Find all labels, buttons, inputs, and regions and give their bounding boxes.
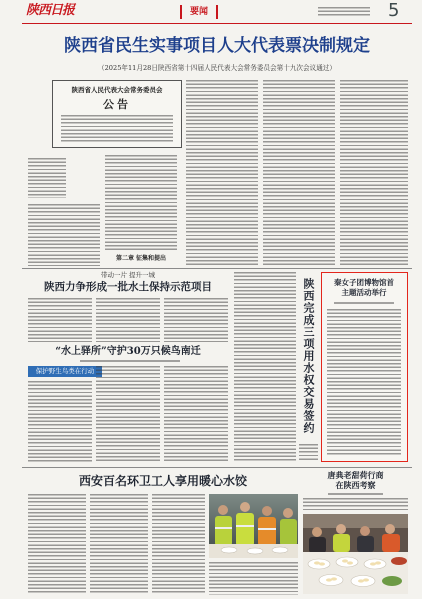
- sanitation-workers-caption: [209, 562, 298, 595]
- announcement-body-text: [61, 115, 173, 144]
- sanitation-workers-photo: [209, 494, 298, 558]
- main-article-column-2-text: [105, 155, 177, 251]
- birds-banner: 保护野生鸟类在行动: [28, 366, 102, 377]
- visit-headline-line-1: 唐典老甜荷行商: [327, 470, 384, 480]
- birds-headline: “水上驿所”守护30万只候鸟南迁: [55, 346, 201, 357]
- chapter-heading: 第二章 征集和提出: [115, 255, 167, 262]
- birds-text-3: [164, 366, 228, 463]
- water-conservation-text-1: [28, 298, 92, 342]
- water-conservation-kicker: 带动一片 提升一城: [100, 271, 156, 279]
- water-conservation-text-3: [164, 298, 228, 342]
- birds-byline: [80, 360, 180, 362]
- main-headline: 陕西省民生实事项目人大代表票决制规定: [64, 36, 370, 56]
- dateline: [318, 7, 370, 18]
- announcement-box: [52, 80, 182, 148]
- visit-body-text: [303, 498, 408, 511]
- dumplings-image: [303, 514, 408, 594]
- museum-subheadline: [334, 302, 394, 304]
- section-divider: [22, 268, 412, 269]
- main-article-column-4-text: [263, 80, 335, 266]
- visit-headline-line-2: 在陕西考察: [335, 480, 376, 490]
- section-divider-bottom: [22, 467, 412, 468]
- birds-text-2: [96, 366, 160, 463]
- header-rule: [22, 23, 412, 24]
- main-article-column-1-text: [28, 204, 100, 266]
- announcement-org: 陕西省人民代表大会常务委员会: [71, 86, 163, 94]
- main-article-column-5-text: [340, 80, 408, 266]
- water-rights-text-tail: [299, 444, 318, 462]
- sanitation-workers-image: [209, 494, 298, 558]
- birds-text-1: [28, 381, 92, 463]
- museum-headline-line-1: 秦女子团博物馆首: [334, 278, 394, 287]
- announcement-title: 公告: [103, 98, 131, 111]
- main-article-contents-text: [28, 158, 66, 198]
- water-rights-vertical-headline: 陕西完成三项用水权交易签约: [302, 278, 315, 434]
- main-subtitle: （2025年11月28日陕西省第十四届人民代表大会常务委员会第十九次会议通过）: [98, 64, 336, 72]
- dumplings-text-2: [90, 494, 148, 595]
- museum-headline-line-2: 主题活动举行: [341, 288, 387, 297]
- water-conservation-headline: 陕西力争形成一批水土保持示范项目: [44, 281, 212, 293]
- dumplings-text-3: [152, 494, 205, 595]
- water-conservation-text-2: [96, 298, 160, 342]
- main-article-column-3-text: [186, 80, 258, 266]
- water-rights-body-text: [234, 272, 296, 462]
- masthead-logo: 陕西日报: [26, 3, 75, 18]
- dumplings-text-1: [28, 494, 86, 595]
- dumplings-photo: [303, 514, 408, 594]
- section-tag: 要闻: [180, 5, 218, 19]
- visit-subheadline: [328, 493, 383, 495]
- page-number: 5: [388, 0, 400, 21]
- dumplings-headline: 西安百名环卫工人享用暖心水饺: [78, 474, 247, 488]
- museum-body-text: [327, 309, 401, 455]
- museum-story-box: [321, 272, 408, 462]
